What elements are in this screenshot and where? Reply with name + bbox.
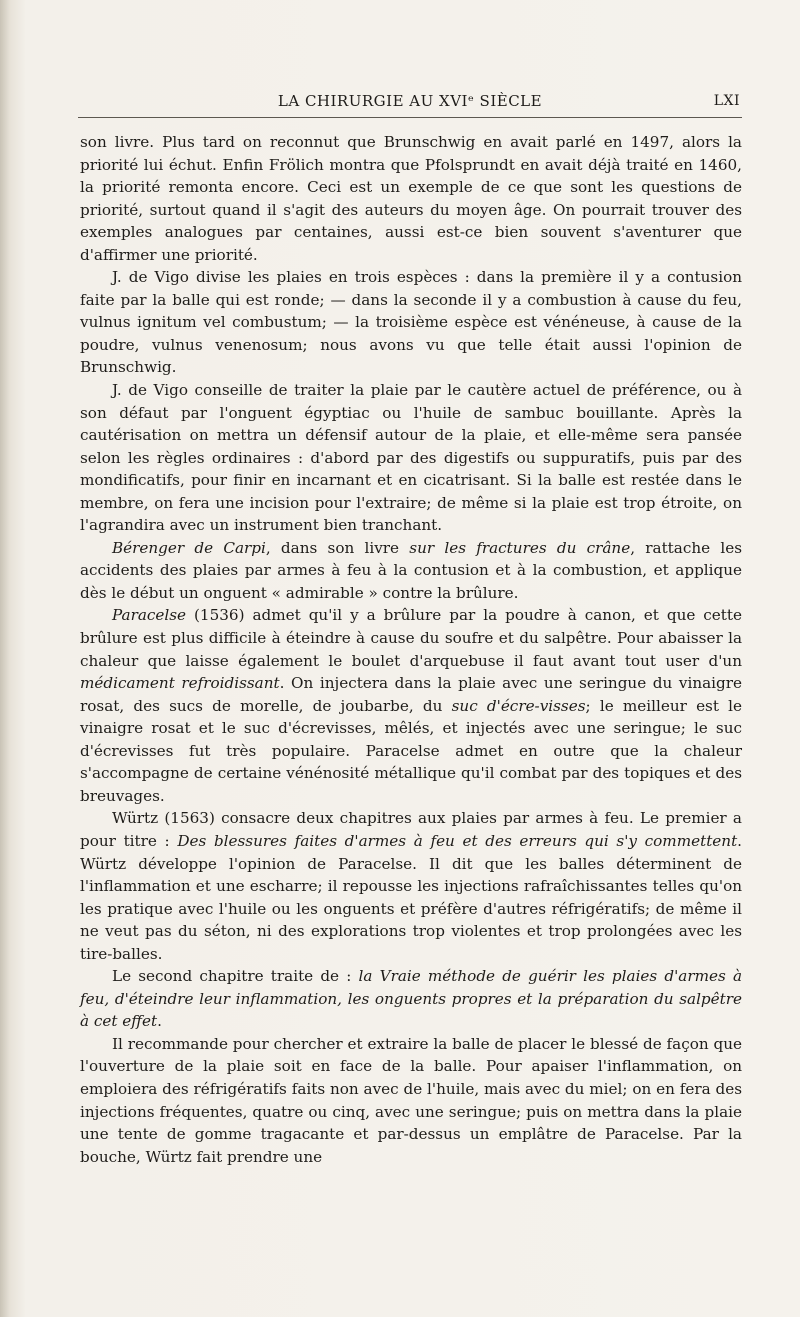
text-run: Le second chapitre traite de : (112, 967, 359, 986)
text-run: J. de Vigo divise les plaies en trois espèces : dans la première il y a contusion faite par la balle qui est ronde; — dans la seconde il y a combustion à cause du feu, vulnus ignitum vel combustum; — la troisième espèce est vénéneuse, à cause de la poudre, vulnus venenosum; nous avons vu que telle était aussi l'opinion de Brunschwig. (80, 268, 742, 377)
text-run: J. de Vigo conseille de traiter la plaie par le cautère actuel de préférence, ou à son défaut par l'onguent égyptiac ou l'huile de sambuc bouillante. Après la cautérisation on mettra un défensif autour de la plaie, et elle-même sera pansée selon les règles ordinaires : d'abord par des digestifs ou suppuratifs, puis par des mondificatifs, pour finir en incarnant et en cicatrisant. Si la balle est restée dans le membre, on fera une incision pour l'extraire; de même si la plaie est trop étroite, on l'agrandira avec un instrument bien tranchant. (80, 381, 742, 535)
italic-text: suc d'écre-visses (451, 696, 586, 715)
running-header (80, 92, 740, 116)
paragraph (80, 131, 742, 266)
text-run: son livre. Plus tard on reconnut que Brunschwig en avait parlé en 1497, alors la priorité lui échut. Enfin Frölich montra que Pfolsprundt en avait déjà traité en 1460, la priorité remonta encore. Ceci est un exemple de ce que sont les questions de priorité, surtout quand il s'agit des auteurs du moyen âge. On pourrait trouver des exemples analogues par centaines, aussi est-ce bien souvent s'aventurer que d'affirmer une priorité. (80, 133, 742, 264)
italic-text: Des blessures faites d'armes à feu et des erreurs qui s'y commettent (177, 831, 738, 850)
italic-text: la Vraie méthode de guérir les plaies d'armes à feu, d'éteindre leur inflammation, les onguents propres et la préparation du salpêtre à cet effet (80, 967, 742, 1031)
header-rule (78, 117, 742, 118)
italic-text: Paracelse (112, 606, 187, 625)
text-run: . Würtz développe l'opinion de Paracelse. Il dit que les balles déterminent de l'inflammation et une escharre; il repousse les injections rafraîchissantes telles qu'on les pratique avec l'huile ou les onguents et préfère d'autres réfrigératifs; de même il ne veut pas du séton, ni des explorations trop violentes et trop prolongées avec les tire-balles. (80, 831, 742, 963)
page-number: LXI (713, 93, 740, 109)
text-run: Il recommande pour chercher et extraire la balle de placer le blessé de façon que l'ouverture de la plaie soit en face de la balle. Pour apaiser l'inflammation, on emploiera des réfrigératifs faits non avec de l'huile, mais avec du miel; on en fera des injections fréquentes, quatre ou cinq, avec une seringue; puis on mettra dans la plaie une tente de gomme tragacante et par-dessus un emplâtre de Paracelse. Par la bouche, Würtz fait prendre une (80, 1034, 742, 1166)
text-run: . (157, 1012, 162, 1031)
paragraph (80, 379, 742, 537)
paragraph (80, 807, 742, 965)
text-run: ; le meilleur est le vinaigre rosat et le suc d'écrevisses, mêlés, et injectés avec une seringue; le suc d'écrevisses fut très populaire. Paracelse admet en outre que la chaleur s'accompagne de certaine vénénosité métallique qu'il combat par des topiques et des breuvages. (80, 696, 743, 805)
text-run: , dans son livre (265, 538, 410, 557)
paragraph (80, 1033, 742, 1168)
body-text (80, 131, 742, 1168)
paragraph (80, 604, 742, 807)
paragraph (80, 965, 742, 1033)
paragraph (80, 266, 742, 379)
italic-text: médicament refroidissant (80, 674, 280, 693)
italic-text: Bérenger de Carpi (112, 538, 266, 557)
running-title: LA CHIRURGIE AU XVIᵉ SIÈCLE (277, 92, 543, 110)
text-run: Würtz (1563) consacre deux chapitres aux plaies par armes à feu. Le premier a pour titre : (80, 809, 742, 850)
text-run: . On injectera dans la plaie avec une seringue du vinaigre rosat, des sucs de morelle, de joubarbe, du (80, 674, 742, 715)
text-run: (1536) admet qu'il y a brûlure par la poudre à canon, et que cette brûlure est plus difficile à éteindre à cause du soufre et du salpêtre. Pour abaisser la chaleur que laisse également le boulet d'arquebuse il faut avant tout user d'un (80, 606, 742, 670)
paragraph (80, 537, 742, 605)
text-run: , rattache les accidents des plaies par armes à feu à la contusion et à la combustion, et applique dès le début un onguent « admirable » contre la brûlure. (80, 538, 742, 602)
italic-text: sur les fractures du crâne (409, 538, 631, 557)
